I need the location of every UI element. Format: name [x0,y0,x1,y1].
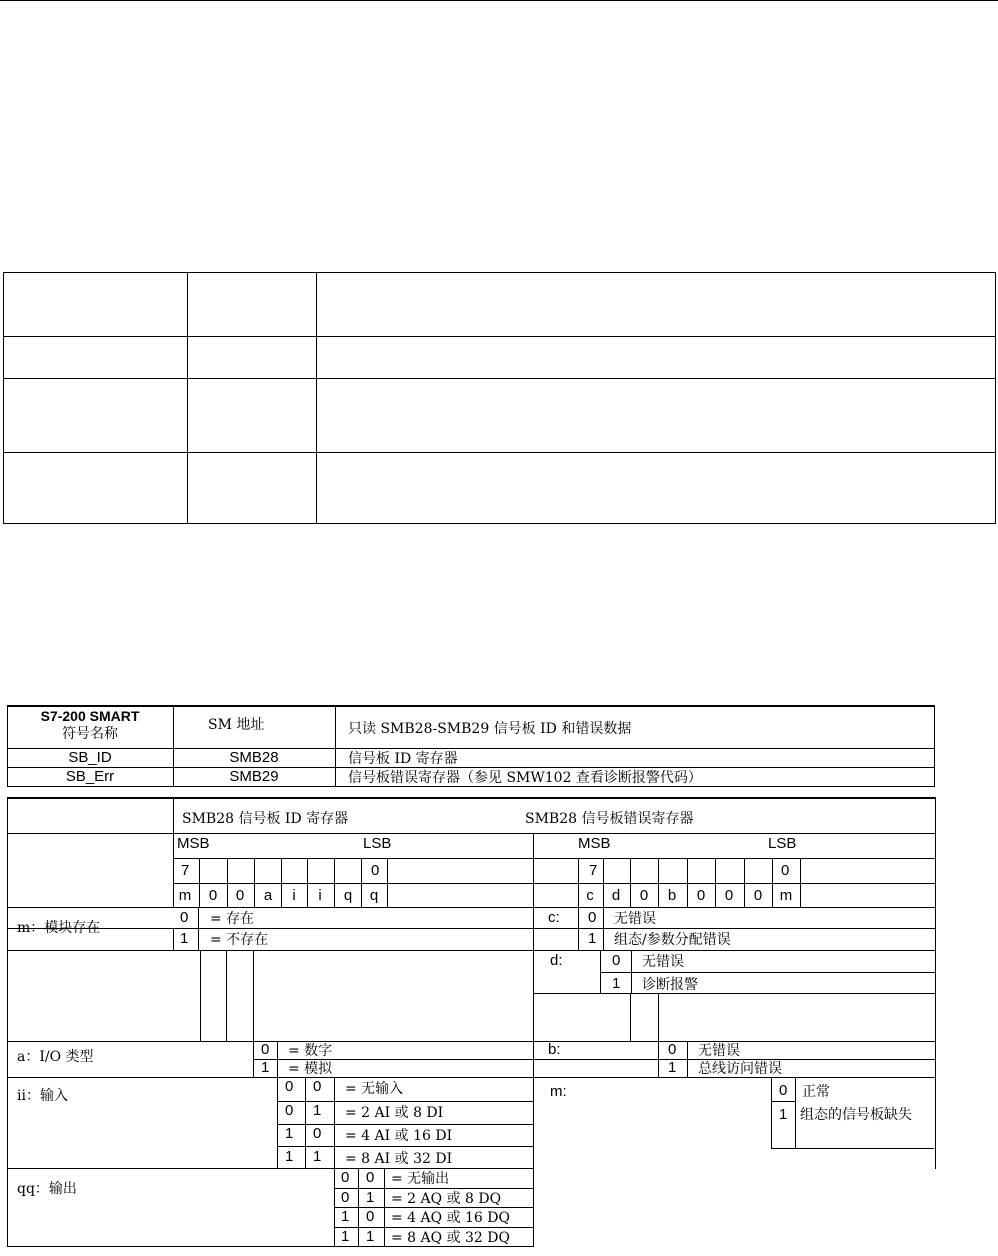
m-err-text: 组态的信号板缺失 [800,1107,912,1123]
description-header: 只读 SMB28-SMB29 信号板 ID 和错误数据 [348,721,632,737]
m-err-bit: 0 [779,1082,788,1099]
bit-cell-divider [715,858,716,907]
c-error-label: c: [548,909,560,926]
symbol-name-header: S7-200 SMART [40,708,140,724]
c-error-bit: 1 [588,930,597,947]
bit-cell-divider [199,858,200,907]
ii-option-text: = 2 AI 或 8 DI [345,1105,444,1121]
qq-bit-2: 0 [366,1208,375,1225]
bit-cell-divider [744,858,745,907]
ii-option-text: = 4 AI 或 16 DI [345,1128,453,1144]
id-bit-cell: 0 [208,887,218,904]
ii-bit-2: 1 [313,1102,322,1119]
bit-cell-divider [603,858,604,907]
qq-bit-1: 1 [341,1208,350,1225]
sm-address-header: SM 地址 [208,717,265,733]
bit-cell-divider [307,858,308,907]
qq-output-label: qq：输出 [17,1181,77,1197]
row-symbol: SB_ID [68,749,112,766]
err-register-title: SMB28 信号板错误寄存器 [525,811,694,827]
a-type-label: a：I/O 类型 [17,1049,94,1065]
err-bit-cell: 0 [724,887,734,904]
bit-cell-divider [361,858,362,907]
bit-cell-divider [687,858,688,907]
d-error-label: d: [550,952,563,969]
m-err-bit: 1 [779,1106,788,1123]
err-lsb-label: LSB [768,835,797,852]
ii-bit-2: 0 [313,1125,322,1142]
c-error-text: 组态/参数分配错误 [614,932,731,948]
m-err-label: m: [550,1083,567,1100]
a-type-text: = 数字 [288,1043,333,1059]
bit-cell-divider [658,858,659,907]
id-bit-cell: 0 [235,887,245,904]
bit-cell-divider [800,858,801,907]
m-err-text: 正常 [802,1084,830,1100]
row-description: 信号板 ID 寄存器 [348,751,458,767]
id-bit-cell: q [369,887,379,904]
qq-option-text: = 8 AQ 或 32 DQ [391,1230,510,1246]
err-msb-label: MSB [578,835,611,852]
bit-cell-divider [772,858,773,907]
bit-cell-divider [630,858,631,907]
ii-option-text: = 8 AI 或 32 DI [345,1151,453,1167]
ii-option-text: = 无输入 [345,1081,404,1097]
a-type-bit: 1 [261,1059,270,1076]
ii-input-label: ii：输入 [17,1088,68,1104]
d-error-text: 诊断报警 [642,977,698,993]
bit-cell-divider [578,858,579,907]
b-error-text: 总线访问错误 [698,1061,782,1077]
m-module-text: = 存在 [210,911,255,927]
qq-option-text: = 无输出 [391,1171,450,1187]
id-register-title: SMB28 信号板 ID 寄存器 [182,811,349,827]
m-module-label: m：模块存在 [17,920,101,936]
id-bit-7: 7 [181,862,190,879]
qq-bit-1: 0 [341,1169,350,1186]
c-error-text: 无错误 [614,911,656,927]
err-bit-cell: 0 [696,887,706,904]
d-error-bit: 1 [612,975,621,992]
b-error-bit: 1 [668,1059,677,1076]
qq-option-text: = 4 AQ 或 16 DQ [391,1210,510,1226]
id-bit-cell: i [292,887,296,904]
row-symbol: SB_Err [65,768,115,785]
b-error-label: b: [548,1041,561,1058]
c-error-bit: 0 [588,909,597,926]
id-bit-cell: m [178,887,192,904]
d-error-bit: 0 [612,952,621,969]
b-error-text: 无错误 [698,1043,740,1059]
qq-bit-1: 0 [341,1189,350,1206]
id-bit-cell: q [343,887,353,904]
err-bit-cell: 0 [639,887,649,904]
id-bit-cell: i [318,887,322,904]
symbol-name-subheader: 符号名称 [62,726,118,742]
m-module-text: = 不存在 [210,932,269,948]
id-msb-label: MSB [177,835,210,852]
qq-bit-2: 1 [366,1228,375,1245]
d-error-text: 无错误 [642,954,684,970]
row-description: 信号板错误寄存器（参见 SMW102 查看诊断报警代码） [348,770,702,786]
row-address: SMB28 [229,749,279,766]
a-type-bit: 0 [261,1041,270,1058]
err-bit-cell: 0 [753,887,763,904]
m-module-bit: 1 [180,930,189,947]
bit-cell-divider [254,858,255,907]
ii-bit-1: 0 [285,1078,294,1095]
id-lsb-label: LSB [363,835,392,852]
ii-bit-1: 0 [285,1102,294,1119]
err-bit-cell: d [611,887,621,904]
ii-bit-1: 1 [285,1125,294,1142]
qq-bit-2: 0 [366,1169,375,1186]
a-type-text: = 模拟 [288,1061,333,1077]
err-bit-cell: c [586,887,594,904]
err-bit-0: 0 [781,862,790,879]
qq-bit-1: 1 [341,1228,350,1245]
id-bit-cell: a [263,887,273,904]
m-module-bit: 0 [180,909,189,926]
id-bit-0: 0 [371,862,380,879]
err-bit-cell: m [779,887,793,904]
err-bit-7: 7 [589,862,598,879]
row-address: SMB29 [229,768,279,785]
bit-cell-divider [227,858,228,907]
qq-bit-2: 1 [366,1189,375,1206]
bit-cell-divider [281,858,282,907]
qq-option-text: = 2 AQ 或 8 DQ [391,1191,502,1207]
err-bit-cell: b [667,887,677,904]
ii-bit-2: 0 [313,1078,322,1095]
ii-bit-1: 1 [285,1148,294,1165]
header-rule [0,0,998,1]
b-error-bit: 0 [668,1041,677,1058]
bit-cell-divider [387,858,388,907]
ii-bit-2: 1 [313,1148,322,1165]
bit-cell-divider [334,858,335,907]
